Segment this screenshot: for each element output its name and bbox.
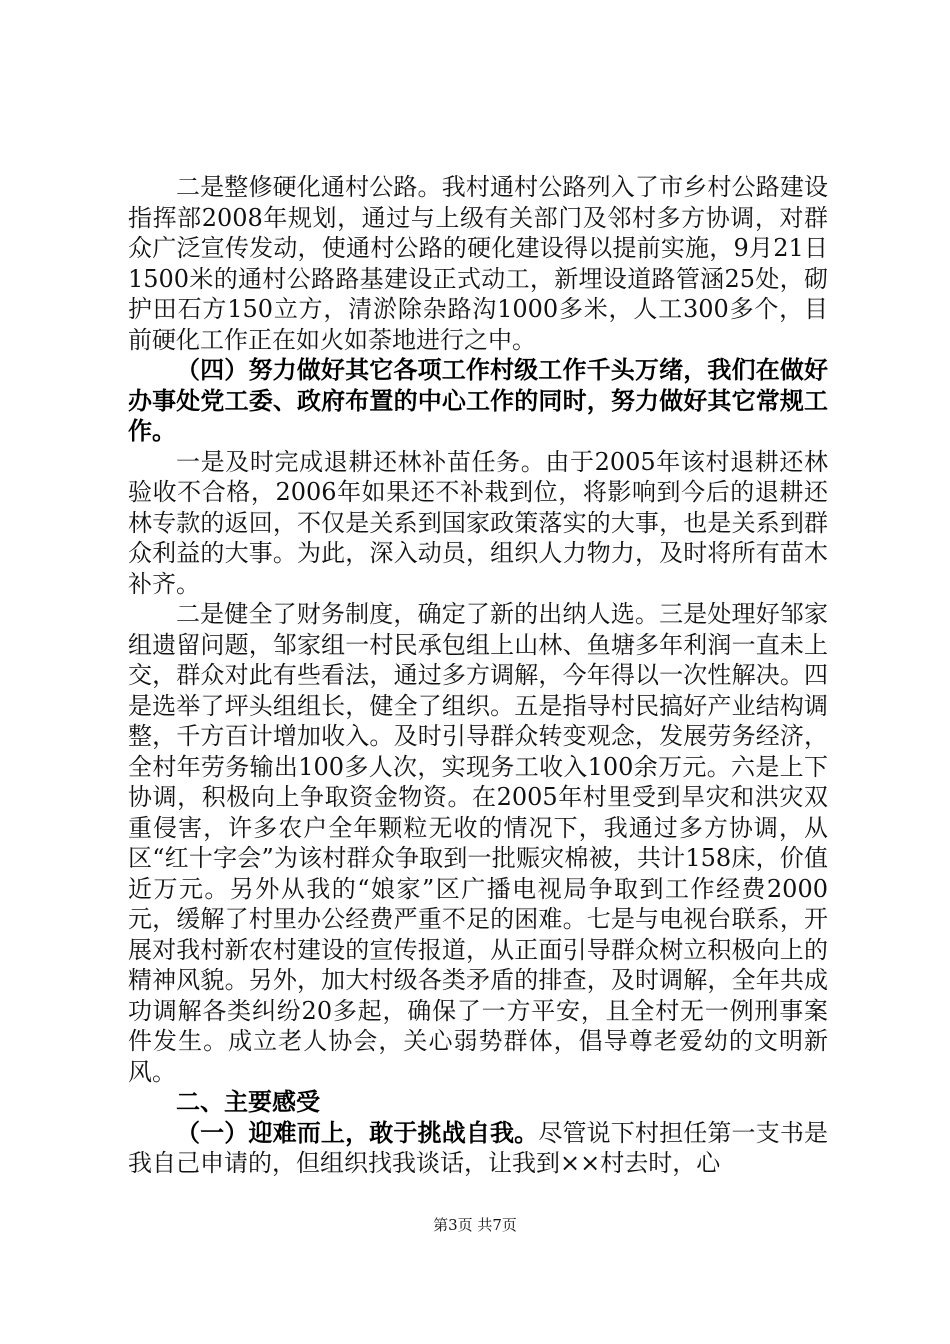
paragraph-face-challenges (128, 1118, 828, 1179)
section-heading-main-feelings: 二、主要感受 (176, 1087, 320, 1116)
subheading-face-challenges: （一）迎难而上，敢于挑战自我。 (176, 1117, 539, 1147)
paragraph-face-challenges-text: 尽管说下村担任第一支书是我自己申请的，但组织找我谈话，让我到××村去时，心 (128, 1118, 829, 1177)
paragraph-road-hardening: 二是整修硬化通村公路。我村通村公路列入了市乡村公路建设指挥部2008年规划，通过与上级有关部门及邻村多方协调，对群众广泛宣传发动，使通村公路的硬化建设得以提前实施，9月21日1500米的通村公路路基建设正式动工，新埋设道路管涵25处，砌护田石方150立方，清淤除杂路沟1000多米，人工300多个，目前硬化工作正在如火如荼地进行之中。 (128, 173, 828, 354)
document-body (128, 172, 828, 1179)
section-heading-other-work: （四）努力做好其它各项工作村级工作千头万绪，我们在做好办事处党工委、政府布置的中心工作的同时，努力做好其它常规工作。 (128, 355, 828, 445)
paragraph-finance-and-other-tasks: 二是健全了财务制度，确定了新的出纳人选。三是处理好邹家组遗留问题，邹家组一村民承包组上山林、鱼塘多年利润一直未上交，群众对此有些看法，通过多方调解，今年得以一次性解决。四是选举了坪头组组长，健全了组织。五是指导村民搞好产业结构调整，千方百计增加收入。及时引导群众转变观念，发展劳务经济，全村年劳务输出100多人次，实现务工收入100余万元。六是上下协调，积极向上争取资金物资。在2005年村里受到旱灾和洪灾双重侵害，许多农户全年颗粒无收的情况下，我通过多方协调，从区“红十字会”为该村群众争取到一批赈灾棉被，共计158床，价值近万元。另外从我的“娘家”区广播电视局争取到工作经费2000元，缓解了村里办公经费严重不足的困难。七是与电视台联系，开展对我村新农村建设的宣传报道，从正面引导群众树立积极向上的精神风貌。另外，加大村级各类矛盾的排查，及时调解，全年共成功调解各类纠纷20多起，确保了一方平安，且全村无一例刑事案件发生。成立老人协会，关心弱势群体，倡导尊老爱幼的文明新风。 (128, 600, 828, 1086)
paragraph-reforestation: 一是及时完成退耕还林补苗任务。由于2005年该村退耕还林验收不合格，2006年如果还不补栽到位，将影响到今后的退耕还林专款的返回，不仅是关系到国家政策落实的大事，也是关系到群众利益的大事。为此，深入动员，组织人力物力，及时将所有苗木补齐。 (128, 447, 828, 598)
page-number-footer: 第3页 共7页 (433, 1216, 517, 1234)
